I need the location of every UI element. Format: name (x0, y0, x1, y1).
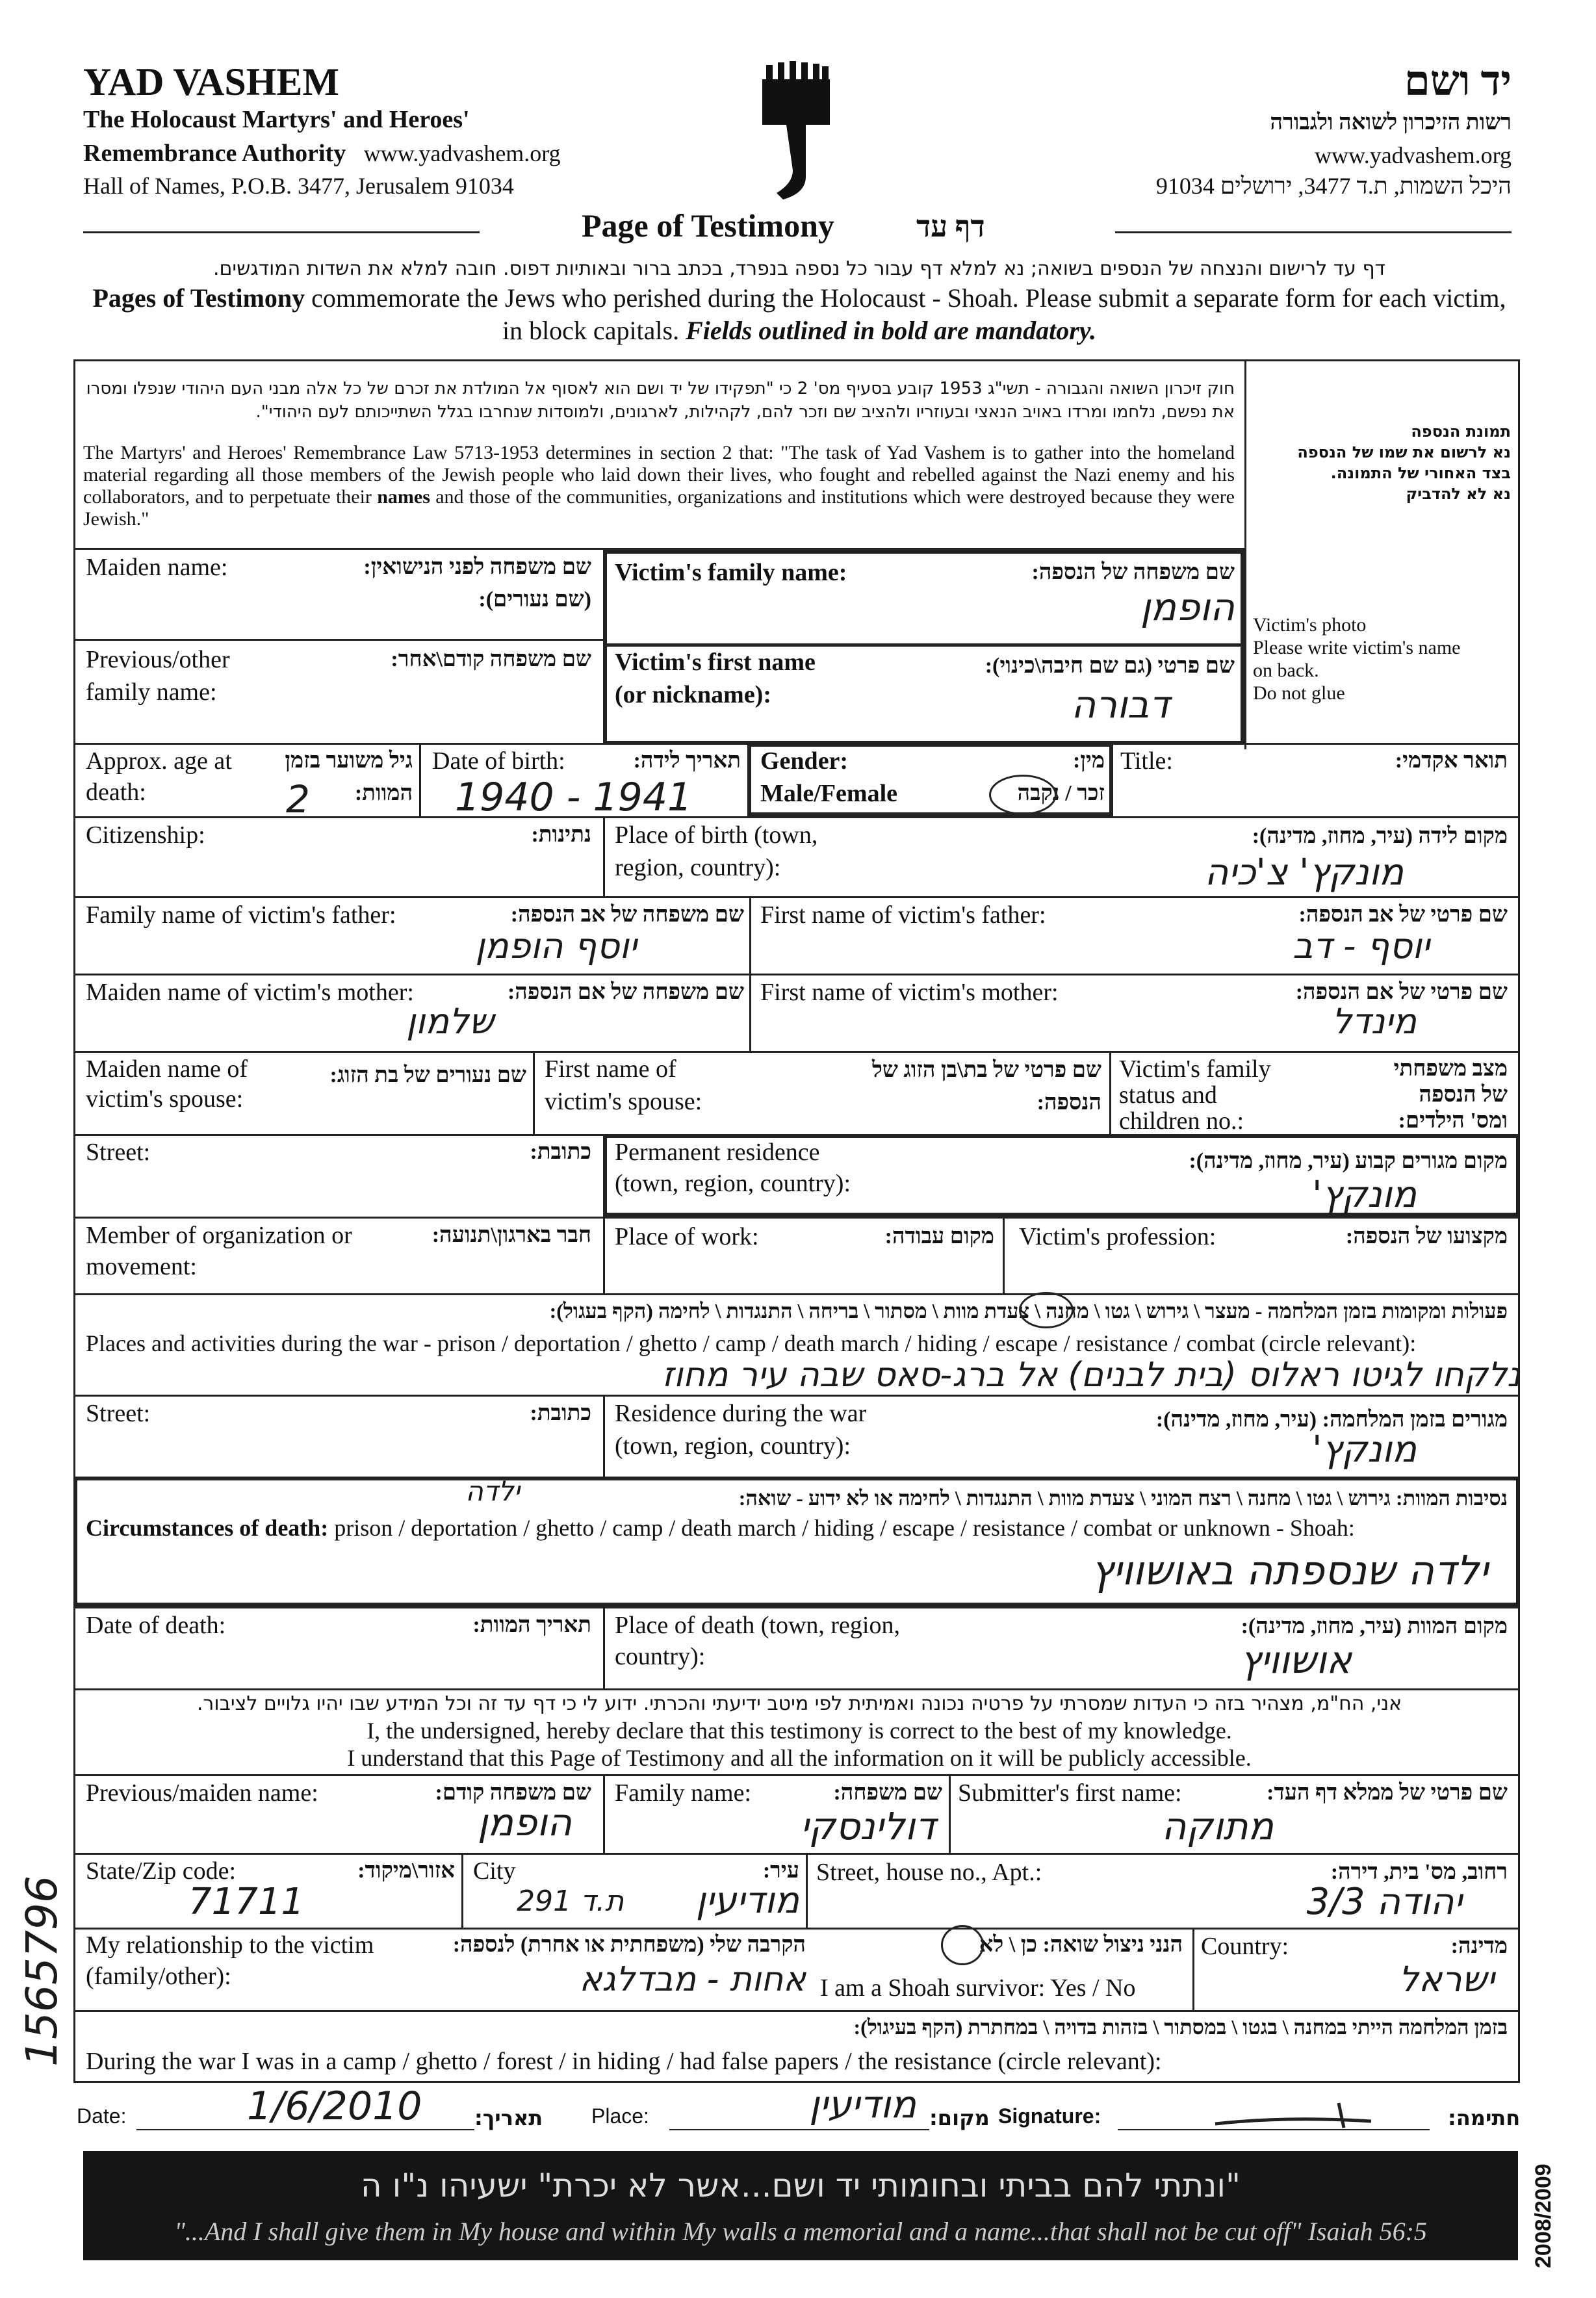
ghetto-circle[interactable] (1019, 1292, 1074, 1328)
law-text-en-1: The Martyrs' and Heroes' Remembrance Law 5713-1953 determines in section 2 that: "The task of Yad Vashem is to gather into the homeland material regarding all those members of the Jewish people who laid down their lives, who fought and rebelled against the Nazi enemy and his collaborators, and to perpetuate their (83, 442, 1235, 508)
member-org-label-1: Member of organization or (86, 1222, 352, 1249)
rule-row5 (73, 974, 1520, 975)
submitter-prev-name-value[interactable]: הופמן (477, 1800, 572, 1844)
profession-label: Victim's profession: (1019, 1223, 1216, 1250)
first-name-label-he: שם פרטי (גם שם חיבה\כינוי): (985, 654, 1235, 678)
photo-label-en-3: on back. (1253, 660, 1319, 681)
rule-row4 (73, 896, 1520, 898)
previous-name-label-1: Previous/other (86, 646, 230, 673)
gender-label-2: Male/Female (760, 780, 898, 807)
photo-label-en-1: Victim's photo (1253, 614, 1367, 636)
rule-row9 (73, 1293, 1520, 1295)
birth-place-label-he: מקום לידה (עיר, מחוז, מדינה): (1252, 824, 1508, 848)
org-subtitle-en-2: Remembrance Authority (83, 140, 346, 167)
law-text-en-bold: names (377, 486, 430, 508)
title-label: Title: (1120, 747, 1173, 775)
age-label-he-2: המוות: (354, 781, 413, 805)
vrule-status (1109, 1051, 1111, 1134)
doc-number: 1565796 (17, 1876, 67, 2067)
permanent-residence-label-1: Permanent residence (615, 1139, 820, 1166)
rule-row14 (73, 1853, 1520, 1855)
rule-row8 (73, 1217, 1520, 1219)
declaration-en-1: I, the undersigned, hereby declare that this testimony is correct to the best of my knowledge. (367, 1718, 1232, 1744)
place-value[interactable]: מודיעין (809, 2082, 916, 2126)
place-label-he: מקום: (929, 2106, 990, 2130)
date-label-he: תאריך: (474, 2106, 543, 2130)
spouse-maiden-label-1: Maiden name of (86, 1055, 248, 1083)
war-residence-label-1: Residence during the war (615, 1400, 867, 1427)
relationship-label-1: My relationship to the victim (86, 1931, 374, 1959)
zip-label: State/Zip code: (86, 1857, 237, 1885)
address-he: היכל השמות, ת.ד 3477, ירושלים 91034 (1155, 173, 1512, 199)
rule-maiden (73, 639, 603, 641)
work-place-label-he: מקום עבודה: (884, 1224, 994, 1248)
death-circ-label-en-bold: Circumstances of death: (86, 1515, 329, 1541)
mandatory-name-divider (603, 643, 1244, 647)
banner-quote-en: "...And I shall give them in My house and within My walls a memorial and a name...that shall not be cut off" Isaiah 56:5 (174, 2217, 1427, 2246)
age-label-1: Approx. age at (86, 747, 232, 775)
country-label-he: מדינה: (1450, 1934, 1508, 1958)
age-value[interactable]: 2 (286, 777, 310, 821)
banner-quote-he: "ונתתי להם בביתי ובחומותי יד ושם...אשר לא יכרת" ישעיהו נ"ו ה (361, 2167, 1241, 2204)
death-circ-label-he: נסיבות המוות: גירוש \ גטו \ מחנה \ רצח המוני \ צעדת מוות \ התנגדות \ לחימה או לא ידוע - שואה: (738, 1486, 1508, 1510)
date-label: Date: (77, 2104, 127, 2128)
form-title-he: דף עד (916, 210, 985, 243)
gender-label-he-2: זכר / נקבה (1017, 781, 1105, 805)
dob-value[interactable]: 1940 - 1941 (455, 775, 693, 820)
work-place-label: Place of work: (615, 1223, 759, 1250)
gender-label-he-1: מין: (1072, 749, 1105, 773)
survivor-no-circle[interactable] (941, 1925, 984, 1965)
submitter-prev-name-label: Previous/maiden name: (86, 1779, 318, 1807)
spouse-first-label-he-1: שם פרטי של בת\בן הזוג של (872, 1058, 1101, 1082)
photo-label-he-3: בצד האחורי של התמונה. (1330, 464, 1511, 482)
form-title-en: Page of Testimony (582, 207, 834, 244)
rule-row16 (73, 2010, 1520, 2012)
yad-vashem-logo (757, 60, 835, 209)
country-label: Country: (1201, 1933, 1289, 1960)
first-name-label-2: (or nickname): (615, 681, 771, 708)
first-name-label-1: Victim's first name (615, 649, 816, 676)
death-place-value[interactable]: אושוויץ (1240, 1638, 1352, 1682)
instructions-en-italic: Fields outlined in bold are mandatory. (686, 316, 1097, 345)
header-rule-right (1115, 231, 1512, 233)
father-first-label: First name of victim's father: (760, 901, 1046, 929)
maiden-name-label: Maiden name: (86, 554, 228, 581)
photo-label-he-4: נא לא להדביק (1406, 485, 1511, 503)
vrule-spouse (533, 1051, 535, 1134)
profession-label-he: מקצועו של הנספה: (1345, 1224, 1508, 1248)
side-code-wrap (1518, 2163, 1577, 2268)
vrule-street2 (603, 1395, 605, 1477)
war-residence-label-2: (town, region, country): (615, 1432, 851, 1460)
member-org-label-he: חבר בארגון\תנועה: (431, 1223, 591, 1247)
photo-label-en (1253, 613, 1513, 704)
permanent-residence-label-2: (town, region, country): (615, 1170, 851, 1197)
city-value-2[interactable]: ת.ד 291 (517, 1885, 624, 1918)
place-line (669, 2129, 929, 2130)
date-value[interactable]: 1/6/2010 (247, 2084, 422, 2129)
city-label-he: עיר: (762, 1859, 799, 1883)
law-text-en-2: and those of the communities, organizations and institutions which were destroyed because they were Jewish." (83, 486, 1235, 530)
website-en: www.yadvashem.org (363, 140, 561, 166)
mother-maiden-value[interactable]: שלמון (405, 1001, 494, 1042)
sub-street-label-he: רחוב, מס' בית, דירה: (1330, 1860, 1508, 1884)
previous-name-label-2: family name: (86, 678, 217, 706)
family-status-label-he-1: מצב משפחתי (1393, 1057, 1508, 1081)
vrule-sub1 (603, 1774, 605, 1853)
birth-place-label-1: Place of birth (town, (615, 821, 818, 849)
wartime-places-label-he: פעולות ומקומות בזמן המלחמה - מעצר \ גירוש \ גטו \ מחנה \ צעדת מוות \ מסתור \ בריחה \ התנגדות \ לחימה (הקף בעגול): (549, 1299, 1508, 1323)
photo-label-he-2: נא לרשום את שמו של הנספה (1297, 443, 1511, 461)
age-label-he-1: גיל משוער בזמן (285, 749, 413, 773)
father-first-label-he: שם פרטי של אב הנספה: (1298, 903, 1508, 927)
street2-label-he: כתובת: (530, 1401, 591, 1425)
war-residence-label-he: מגורים בזמן המלחמה: (עיר, מחוז, מדינה): (1155, 1408, 1508, 1432)
first-name-value[interactable]: דבורה (1071, 682, 1170, 727)
vrule-citizen (603, 816, 605, 896)
signature-label-he: חתימה: (1448, 2106, 1521, 2130)
father-family-label-he: שם משפחה של אב הנספה: (510, 903, 744, 927)
mother-first-value[interactable]: מינדל (1332, 1001, 1417, 1042)
declaration-he: אני, הח"מ, מצהיר בזה כי העדות שמסרתי על פרטיה נכונה ואמיתית לפי מיטב ידיעתי והכרתי. ידוע לי כי דף עד זה וכל המידע שבו יהיו גלויים לציבור. (196, 1692, 1402, 1715)
death-place-label-he: מקום המוות (עיר, מחוז, מדינה): (1241, 1614, 1508, 1638)
family-status-label-2: status and (1119, 1081, 1217, 1109)
submitter-prev-name-label-he: שם משפחה קודם: (435, 1781, 591, 1805)
org-subtitle-en-1: The Holocaust Martyrs' and Heroes' (83, 106, 470, 133)
father-family-value[interactable]: יוסף הופמן (475, 925, 637, 966)
maiden-name-label-he: שם משפחה לפני הנישואין: (363, 555, 591, 579)
mother-first-label: First name of victim's mother: (760, 979, 1059, 1006)
gender-label-1: Gender: (760, 747, 849, 775)
zip-label-he: אזור\מיקוד: (357, 1859, 455, 1883)
street-label: Street: (86, 1139, 151, 1166)
death-circ-label-en-text: prison / deportation / ghetto / camp / death march / hiding / escape / resistance / combat or unknown - Shoah: (328, 1515, 1355, 1541)
photo-label-en-2: Please write victim's name (1253, 637, 1461, 658)
family-status-label-3: children no.: (1119, 1107, 1244, 1135)
city-value[interactable]: מודיעין (695, 1879, 799, 1922)
address-en: Hall of Names, P.O.B. 3477, Jerusalem 91034 (83, 173, 514, 199)
photo-label-en-4: Do not glue (1253, 682, 1345, 704)
family-status-label-he-3: ומס' הילדים: (1398, 1109, 1508, 1133)
rule-row11 (73, 1607, 1520, 1608)
gender-female-circle[interactable] (989, 775, 1057, 815)
org-name-he: יד ושם (1404, 58, 1512, 104)
date-line (136, 2129, 474, 2130)
submitter-family-name-label-he: שם משפחה: (833, 1781, 942, 1805)
death-date-label-he: תאריך המוות: (472, 1613, 591, 1637)
relationship-label-2: (family/other): (86, 1963, 231, 1990)
mother-maiden-label-he: שם משפחה של אם הנספה: (507, 980, 744, 1004)
instructions-en-text: commemorate the Jews who perished during the Holocaust - Shoah. Please submit a separate form for each victim, in block capitals. (305, 283, 1506, 345)
survivor-label-he: הנני ניצול שואה: כן \ לא (979, 1933, 1183, 1957)
street2-label: Street: (86, 1400, 151, 1427)
death-circ-value-top[interactable]: ילדה (465, 1475, 520, 1507)
photo-divider (1244, 359, 1246, 749)
quote-banner (83, 2151, 1518, 2260)
mother-maiden-label: Maiden name of victim's mother: (86, 979, 414, 1006)
rule-row12 (73, 1688, 1520, 1690)
instructions-en (91, 282, 1508, 347)
spouse-first-label-2: victim's spouse: (545, 1088, 702, 1115)
birth-place-label-2: region, country): (615, 854, 781, 881)
instructions-en-bold: Pages of Testimony (92, 283, 305, 313)
family-status-label-he-2: של הנספה (1419, 1083, 1508, 1107)
submitter-family-name-label: Family name: (615, 1779, 752, 1807)
doc-number-wrap (13, 1807, 65, 2080)
permanent-residence-label-he: מקום מגורים קבוע (עיר, מחוז, מדינה): (1189, 1149, 1508, 1173)
signature-label: Signature: (998, 2104, 1101, 2128)
spouse-maiden-label-he: שם נעורים של בת הזוג: (329, 1063, 526, 1087)
submitter-first-name-value[interactable]: מתוקה (1161, 1804, 1274, 1848)
family-name-value[interactable]: הופמן (1140, 585, 1235, 629)
rule-row10 (73, 1395, 1520, 1397)
title-label-he: תואר אקדמי: (1395, 749, 1508, 773)
submitter-family-name-value[interactable]: דולינסקי (800, 1804, 936, 1848)
father-family-label: Family name of victim's father: (86, 901, 396, 929)
spouse-first-label-1: First name of (545, 1055, 676, 1083)
law-text-he: חוק זיכרון השואה והגבורה - תשי"ג 1953 קובע בסעיף מס' 2 כי "תפקידו של יד ושם הוא לאסוף אל המולדת את זכרם של כל אלה מבני העם היהודי שנפלו ומסרו את נפשם, נלחמו ומרדו באויב הנאצי ובעוזריו ולהציב שם וזכר להם, לקהילות, לארגונים, ולמוסדות שנחרבו בגלל השתייכותם לעם היהודי". (86, 379, 1235, 422)
mother-first-label-he: שם פרטי של אם הנספה: (1295, 980, 1508, 1004)
submitter-first-name-label: Submitter's first name: (958, 1779, 1182, 1807)
death-circ-label-en (86, 1514, 1509, 1542)
zip-value[interactable]: 71711 (188, 1881, 305, 1923)
survivor-label-en: I am a Shoah survivor: Yes / No (820, 1974, 1136, 2002)
citizenship-label-he: נתינות: (531, 823, 591, 847)
org-subtitle-he: רשות הזיכרון לשואה ולגבורה (1270, 110, 1512, 135)
family-name-label: Victim's family name: (615, 559, 847, 586)
death-place-label-1: Place of death (town, region, (615, 1612, 900, 1639)
vrule-sub2 (949, 1774, 951, 1853)
rule-row13 (73, 1774, 1520, 1776)
maiden-name-label-he-2: (שם נעורים): (478, 587, 591, 612)
vrule-country (1192, 1928, 1194, 2010)
instructions-he: דף עד לרישום והנצחה של הנספים בשואה; נא למלא דף עבור כל נספה בנפרד, בכתב ברור ובאותיות דפוס. חובה למלא את השדות המודגשים. (212, 257, 1386, 280)
relationship-label-he: הקרבה שלי (משפחתית או אחרת) לנספה: (452, 1933, 806, 1957)
family-status-label-1: Victim's family (1119, 1055, 1271, 1083)
city-label: City (473, 1857, 516, 1885)
declaration-en-2: I understand that this Page of Testimony and all the information on it will be publicly accessible. (347, 1745, 1252, 1771)
website-he: www.yadvashem.org (1315, 142, 1512, 168)
during-war-label-en: During the war I was in a camp / ghetto / forest / in hiding / had false papers / the resistance (circle relevant): (86, 2048, 1162, 2075)
photo-label-he (1251, 421, 1511, 504)
submitter-first-name-label-he: שם פרטי של ממלא דף העד: (1267, 1781, 1508, 1805)
spouse-maiden-label-2: victim's spouse: (86, 1085, 244, 1113)
org-name-en: YAD VASHEM (83, 60, 340, 103)
place-label: Place: (591, 2104, 649, 2128)
rule-row6 (73, 1051, 1520, 1053)
spouse-first-label-he-2: הנספה: (1036, 1091, 1101, 1115)
citizenship-label: Citizenship: (86, 821, 205, 849)
law-text-en (83, 442, 1235, 530)
photo-label-he-1: תמונת הנספה (1411, 422, 1511, 441)
vrule-city (806, 1853, 808, 1928)
side-code: 2008/2009 (1531, 2163, 1556, 2268)
death-place-label-2: country): (615, 1643, 706, 1670)
header-rule-left (83, 231, 480, 233)
family-name-label-he: שם משפחה של הנספה: (1031, 560, 1235, 584)
permanent-residence-value[interactable]: מונקץ' (1311, 1174, 1417, 1216)
age-label-2: death: (86, 779, 146, 806)
vrule-parents (749, 896, 751, 1051)
death-circ-value[interactable]: ילדה שנספתה באושוויץ (1090, 1547, 1488, 1594)
during-war-label-he: בזמן המלחמה הייתי במחנה \ בגטו \ במסתור \ בזהות בדויה \ במחתרת (הקף בעיגול): (853, 2015, 1508, 2039)
birth-place-value[interactable]: מונקץ' צ'כיה (1204, 851, 1404, 894)
sub-street-value[interactable]: יהודה 3/3 (1306, 1881, 1462, 1923)
rule-row15 (73, 1928, 1520, 1930)
signature-mark[interactable] (1209, 2097, 1404, 2136)
wartime-places-label-en: Places and activities during the war - prison / deportation / ghetto / camp / death march / hiding / escape / resistance / combat (circle relevant): (86, 1330, 1417, 1356)
wartime-places-value[interactable]: נלקחו לגיטו ראלוס (בית לבנים) אל ברג-סאס שבה עיר מחוז (662, 1356, 1521, 1395)
vrule-work (1003, 1217, 1005, 1293)
dob-label-he: תאריך לידה: (633, 749, 741, 773)
previous-name-label-he: שם משפחה קודם\אחר: (391, 647, 591, 671)
member-org-label-2: movement: (86, 1253, 197, 1280)
sub-street-label: Street, house no., Apt.: (816, 1859, 1042, 1886)
relationship-value[interactable]: אחות - מבדלגא (579, 1960, 806, 1999)
country-value[interactable]: ישראל (1398, 1959, 1495, 2000)
vrule-age (419, 743, 421, 816)
war-residence-value[interactable]: מונקץ' (1311, 1428, 1417, 1471)
street-label-he: כתובת: (530, 1140, 591, 1164)
death-date-label: Date of death: (86, 1612, 226, 1639)
dob-label: Date of birth: (432, 747, 565, 775)
vrule-death (603, 1607, 605, 1688)
org-subtitle-en-2-row (83, 139, 561, 168)
father-first-value[interactable]: יוסף - דב (1293, 925, 1430, 966)
